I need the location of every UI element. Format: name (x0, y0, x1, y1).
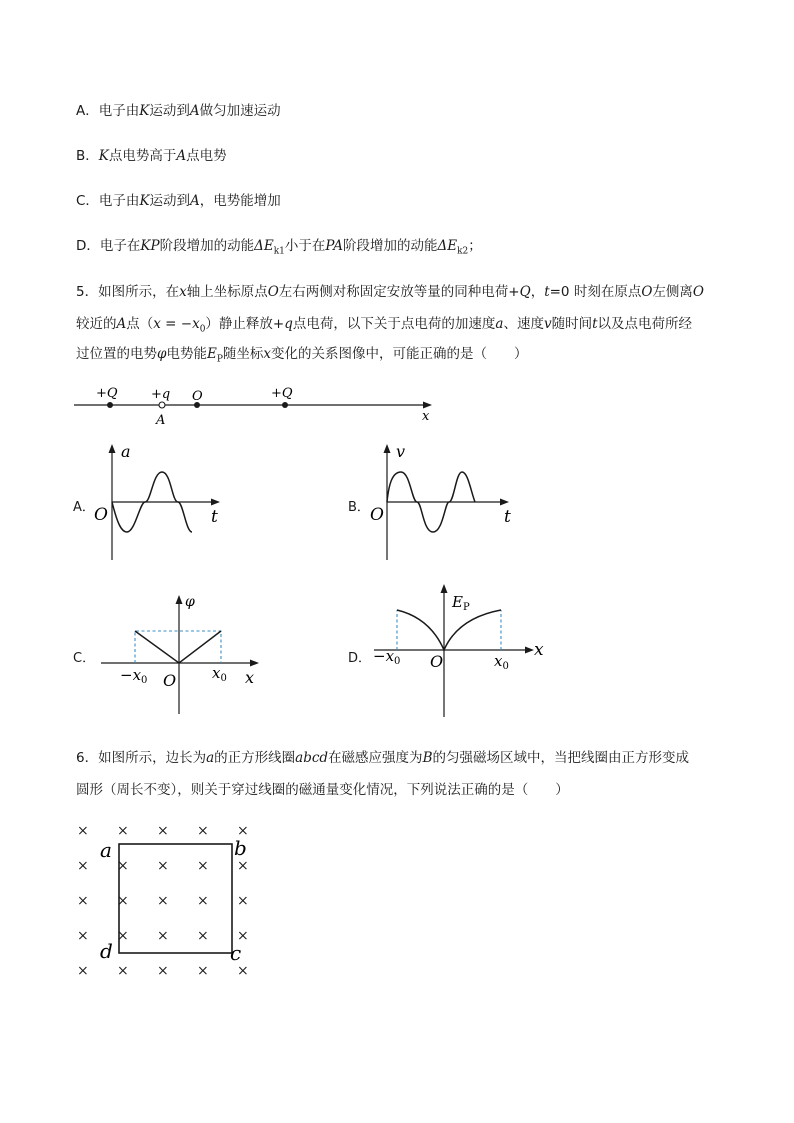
q5-line-2: 较近的A点$(x = -x_0)$静止释放+q点电荷，以下关于点电荷的加速度a、速度v随时间t以及点电荷所经 (76, 316, 693, 335)
field-cross-2-3: × (197, 893, 209, 909)
graph-d-x-label: x (534, 640, 544, 660)
graph-a-label: A． (73, 500, 95, 515)
graph-b-y-arrow-icon (384, 444, 391, 453)
field-cross-4-3: × (197, 963, 209, 979)
field-cross-4-2: × (157, 963, 169, 979)
graph-c-x-label: x (245, 668, 255, 687)
field-cross-4-4: × (237, 963, 249, 979)
q4-option-c: C．电子由K运动到A，电势能增加 (76, 193, 281, 209)
graph-c-origin-label: O (163, 671, 177, 690)
label-origin: O (192, 389, 203, 404)
corner-label-b: b (234, 836, 247, 860)
graph-c-y-arrow-icon (176, 595, 183, 604)
graph-d (368, 580, 558, 720)
field-cross-4-0: × (77, 963, 89, 979)
square-coil (119, 844, 232, 953)
field-cross-1-3: × (197, 858, 209, 874)
graph-c-y-label: φ (185, 594, 195, 610)
label-plus-small-q: +q (151, 387, 171, 402)
graph-d-y-arrow-icon (441, 584, 448, 593)
graph-c-dashed-guide (135, 631, 221, 663)
graph-d-pos-x0-label: $x_0$ (494, 652, 509, 672)
graph-d-curve (397, 610, 501, 650)
graph-b-label: B． (348, 500, 370, 515)
q4-option-d: D．电子在KP阶段增加的动能$\Delta E_{k1}$小于在PA阶段增加的动能$\Delta E_{k2}$； (76, 238, 482, 257)
field-cross-0-3: × (197, 823, 209, 839)
graph-d-y-label: $E_P$ (452, 593, 470, 613)
q5-line-3: 过位置的电势φ电势能$E_P$随坐标x变化的关系图像中，可能正确的是（ ） (76, 346, 528, 365)
graph-b-y-label: v (396, 442, 406, 461)
field-cross-2-4: × (237, 893, 249, 909)
charge-plus-q-left-dot (107, 402, 113, 408)
graph-b (365, 440, 525, 565)
corner-label-a: a (100, 838, 112, 862)
field-cross-0-0: × (77, 823, 89, 839)
q6-line-1: 6．如图所示，边长为a的正方形线圈abcd在磁感应强度为B的匀强磁场区域中，当把线圈由正方形变成 (76, 750, 689, 766)
field-cross-2-1: × (117, 893, 129, 909)
graph-b-origin-label: O (370, 505, 384, 525)
field-cross-4-1: × (117, 963, 129, 979)
charge-plus-q-right-dot (282, 402, 288, 408)
field-cross-0-1: × (117, 823, 129, 839)
graph-c-neg-x0-label: $-x_0$ (120, 666, 148, 686)
graph-a-x-label: t (211, 507, 218, 527)
field-cross-0-4: × (237, 823, 249, 839)
graph-d-origin-label: O (430, 652, 444, 671)
graph-a (90, 440, 230, 565)
label-x-axis: x (422, 409, 430, 424)
field-cross-3-0: × (77, 928, 89, 944)
field-cross-1-4: × (237, 858, 249, 874)
q6-line-2: 圆形（周长不变），则关于穿过线圈的磁通量变化情况，下列说法正确的是（ ） (76, 782, 569, 798)
x-axis-arrow-icon (423, 402, 432, 409)
graph-a-y-label: a (121, 442, 131, 461)
graph-d-neg-x0-label: $-x_0$ (373, 647, 401, 667)
graph-a-x-arrow-icon (211, 499, 220, 506)
corner-label-c: c (230, 941, 242, 965)
field-cross-3-2: × (157, 928, 169, 944)
graph-d-label: D． (348, 651, 372, 666)
label-plus-q-right: +Q (271, 386, 293, 401)
graph-b-x-arrow-icon (500, 499, 509, 506)
field-cross-3-4: × (237, 928, 249, 944)
field-cross-2-2: × (157, 893, 169, 909)
q5-line-1: 5．如图所示，在x轴上坐标原点O左右两侧对称固定安放等量的同种电荷+Q，t=0 时刻在原点O左侧离O (76, 284, 704, 300)
graph-c-x-arrow-icon (250, 660, 259, 667)
graph-c-line (135, 631, 221, 663)
corner-label-d: d (100, 939, 113, 963)
charge-plus-small-q-dot (159, 402, 165, 408)
field-cross-3-3: × (197, 928, 209, 944)
q4-option-b: B．K点电势高于A点电势 (76, 148, 227, 164)
q5-axis-figure (70, 380, 440, 430)
field-cross-1-1: × (117, 858, 129, 874)
graph-d-x-arrow-icon (525, 647, 534, 654)
label-plus-q-left: +Q (96, 386, 118, 401)
label-point-a: A (156, 413, 166, 428)
q4-option-a: A．电子由K运动到A做匀加速运动 (76, 103, 281, 119)
q6-magnetic-field-figure (70, 818, 260, 983)
field-cross-2-0: × (77, 893, 89, 909)
field-cross-3-1: × (117, 928, 129, 944)
field-cross-0-2: × (157, 823, 169, 839)
graph-a-origin-label: O (94, 505, 108, 525)
graph-b-x-label: t (504, 507, 511, 527)
graph-c-pos-x0-label: $x_0$ (212, 664, 227, 684)
graph-c (95, 590, 275, 718)
field-cross-1-0: × (77, 858, 89, 874)
graph-c-label: C． (73, 651, 96, 666)
field-cross-1-2: × (157, 858, 169, 874)
graph-a-y-arrow-icon (109, 444, 116, 453)
